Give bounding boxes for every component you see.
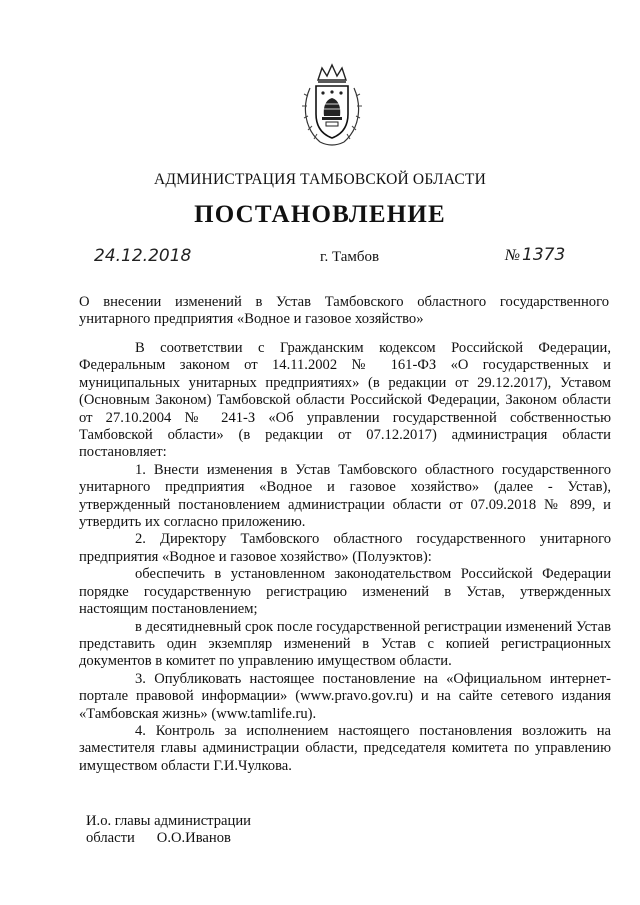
clause-2-item-2: в десятидневный срок после государственной регистрации изменений Устав представить один экземпляр изменений в Устав с копией регистрационных документов в комитет по управлению имуществом области. — [79, 618, 611, 670]
signatory-title-cont: области — [86, 830, 135, 846]
clause-2-paragraph: 2. Директору Тамбовского областного государственного унитарного предприятия «Водное и газовое хозяйство» (Полуэктов): — [79, 531, 611, 565]
document-type: ПОСТАНОВЛЕНИЕ — [194, 201, 446, 228]
organization-name: АДМИНИСТРАЦИЯ ТАМБОВСКОЙ ОБЛАСТИ — [154, 171, 486, 188]
document-number: 1373 — [522, 245, 566, 265]
clause-4-paragraph: 4. Контроль за исполнением настоящего постановления возложить на заместителя главы администрации области, председателя комитета по управлению имуществом области Г.И.Чулкова. — [79, 722, 611, 774]
document-date: 24.12.2018 — [94, 246, 192, 266]
document-body — [79, 340, 611, 775]
document-number-label: № — [505, 247, 521, 264]
document-city: г. Тамбов — [320, 249, 380, 265]
clause-3-paragraph: 3. Опубликовать настоящее постановление на «Официальном интернет-портале правовой информации» (www.pravo.gov.ru) и на сайте сетевого издания «Тамбовская жизнь» (www.tamlife.ru). — [79, 670, 611, 722]
preamble-paragraph: В соответствии с Гражданским кодексом Российской Федерации, Федеральным законом от 14.11.2002 № 161-ФЗ «О государственных и муниципальных унитарных предприятиях» (в редакции от 29.12.2017), Уставом (Основным Законом) Тамбовской области Российской Федерации, Законом области от 27.10.2004 № 241-З «Об управлении государственной собственностью Тамбовской области» (в редакции от 07.12.2017) администрация области постановляет: — [79, 340, 611, 461]
signatory-title: И.о. главы администрации — [86, 813, 251, 829]
signatory-name: О.О.Иванов — [156, 830, 231, 846]
signature-block — [86, 813, 251, 847]
document-subject: О внесении изменений в Устав Тамбовского областного государственного унитарного предприятия «Водное и газовое хозяйство» — [79, 294, 609, 327]
tambov-coat-of-arms-icon — [300, 62, 364, 148]
clause-2-item-1: обеспечить в установленном законодательством Российской Федерации порядке государственную регистрацию изменений в Устав, утвержденных настоящим постановлением; — [79, 566, 611, 618]
clause-1-paragraph: 1. Внести изменения в Устав Тамбовского областного государственного унитарного предприятия «Водное и газовое хозяйство» (далее - Устав), утвержденный постановлением администрации области от 07.09.2018 № 899, и утвердить их согласно приложению. — [79, 461, 611, 531]
